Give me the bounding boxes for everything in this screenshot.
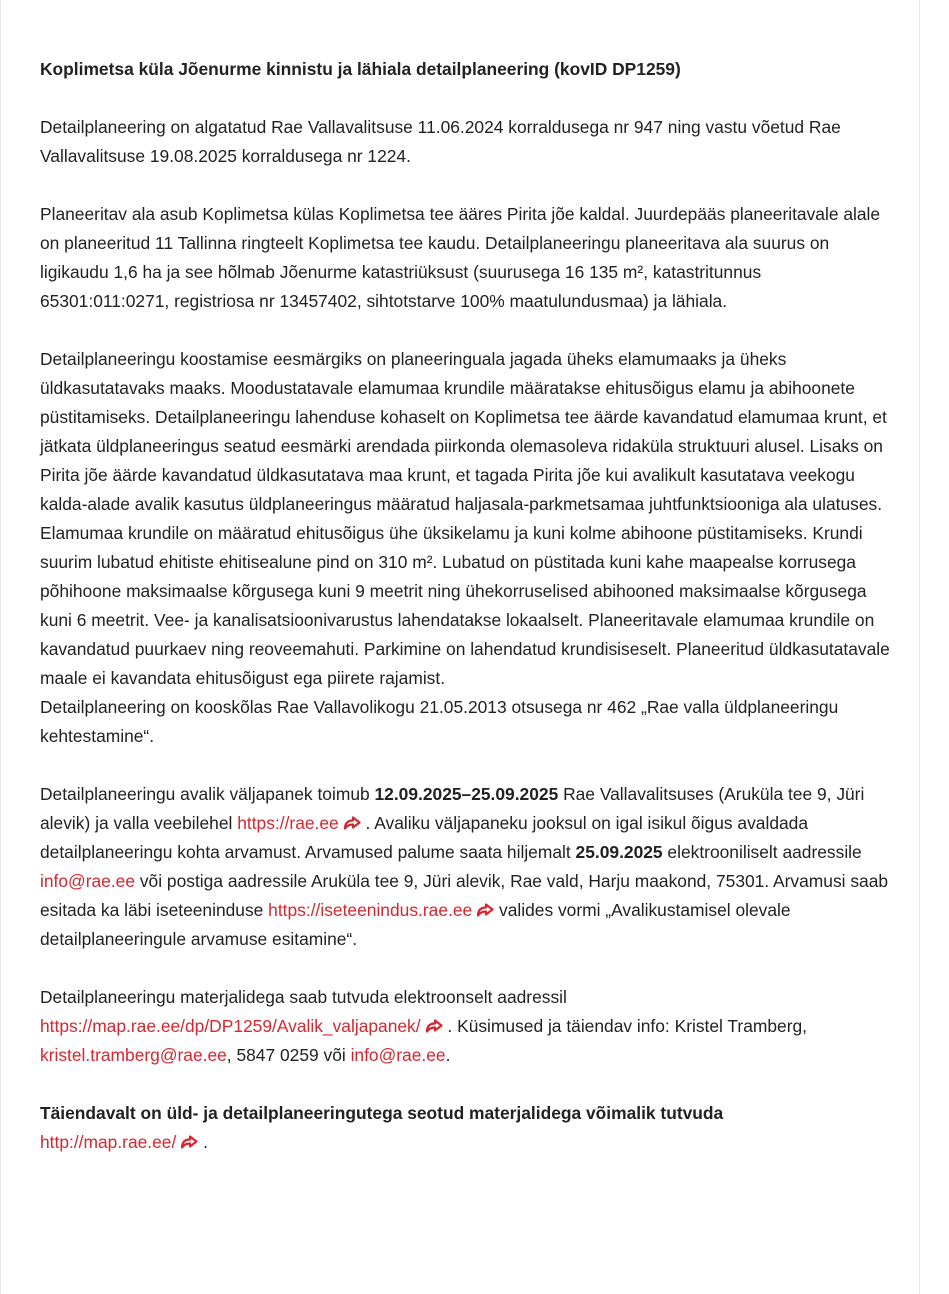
info-email-link[interactable]: info@rae.ee xyxy=(40,871,136,891)
share-arrow-icon[interactable] xyxy=(476,903,494,917)
iseteenindus-link[interactable]: https://iseteenindus.rae.ee xyxy=(268,900,473,920)
text: või postiga aadressile Aruküla tee 9, Jüri alevik, Rae vald, Harju maakond, 75301. Arvamusi saab esitada ka läbi iseteeninduse xyxy=(40,871,889,920)
deadline-date: 25.09.2025 xyxy=(575,842,663,862)
display-dates: 12.09.2025–25.09.2025 xyxy=(374,784,559,804)
map-link[interactable]: http://map.rae.ee/ xyxy=(40,1132,177,1152)
share-arrow-icon[interactable] xyxy=(425,1019,443,1033)
paragraph-compliance: Detailplaneering on kooskõlas Rae Vallavolikogu 21.05.2013 otsusega nr 462 „Rae valla üldplaneeringu kehtestamine“. xyxy=(40,697,839,746)
info-email-link[interactable]: info@rae.ee xyxy=(350,1045,446,1065)
text: Detailplaneeringu materjalidega saab tutvuda elektroonselt aadressil xyxy=(40,987,567,1007)
paragraph-purpose: Detailplaneeringu koostamise eesmärgiks on planeeringuala jagada üheks elamumaaks ja üheks üldkasutatavaks maaks. Moodustatavale elamumaa krundile määratakse ehitusõigus elamu ja abihoonete püstitamiseks. Detailplaneeringu lahenduse kohaselt on Koplimetsa tee äärde kavandatud elamumaa krunt, et jätkata üldplaneeringus seatud eesmärki arendada piirkonda olemasoleva ridaküla struktuuri alusel. Lisaks on Pirita jõe äärde kavandatud üldkasutatava maa krunt, et tagada Pirita jõe kui avalikult kasutatava veekogu kalda-alade avalik kasutus üldplaneeringus määratud haljasala-parkmetsamaa juhtfunktsiooniga ala ulatuses. Elamumaa krundile on määratud ehitusõigus ühe üksikelamu ja kuni kolme abihoone püstitamiseks. Krundi suurim lubatud ehitiste ehitisealune pind on 310 m². Lubatud on püstitada kuni kahe maapealse korrusega põhihoone maksimaalse kõrgusega kuni 9 meetrit ning ühekorruselised abihooned maksimaalse kõrgusega kuni 6 meetrit. Vee- ja kanalisatsioonivarustus lahendatakse lokaalselt. Planeeritavale elamumaa krundile on kavandatud puurkaev ning reoveemahuti. Parkimine on lahendatud krundisiseselt. Planeeritud üldkasutatavale maale ei kavandata ehitusõigust ega piirete rajamist. xyxy=(40,349,890,688)
text: Rae Vallavalitsuses (Aruküla tee 9, Jüri alevik) ja valla veebilehel xyxy=(40,784,865,833)
text: elektrooniliselt aadressile xyxy=(662,842,862,862)
paragraph-additional xyxy=(40,1099,890,1157)
paragraph-adoption: Detailplaneering on algatatud Rae Vallavalitsuse 11.06.2024 korraldusega nr 947 ning vastu võetud Rae Vallavalitsuse 19.08.2025 korraldusega nr 1224. xyxy=(40,117,841,166)
share-arrow-icon[interactable] xyxy=(343,816,361,830)
paragraph-location: Planeeritav ala asub Koplimetsa külas Koplimetsa tee ääres Pirita jõe kaldal. Juurdepääs planeeritavale alale on planeeritud 11 Tallinna ringteelt Koplimetsa tee kaudu. Detailplaneeringu planeeritava ala suurus on ligikaudu 1,6 ha ja see hõlmab Jõenurme katastriüksust (suurusega 16 135 m², katastritunnus 65301:011:0271, registriosa nr 13457402, sihtotstarve 100% maatulundusmaa) ja lähiala. xyxy=(40,204,881,311)
article-content xyxy=(40,55,890,1186)
text: valides vormi „Avalikustamisel olevale detailplaneeringule arvamuse esitamine“. xyxy=(40,900,791,949)
additional-text: Täiendavalt on üld- ja detailplaneeringutega seotud materjalidega võimalik tutvuda xyxy=(40,1103,724,1123)
text: . Küsimused ja täiendav info: Kristel Tramberg, xyxy=(442,1016,807,1036)
text: . xyxy=(198,1132,208,1152)
share-arrow-icon[interactable] xyxy=(180,1135,198,1149)
contact-email-link[interactable]: kristel.tramberg@rae.ee xyxy=(40,1045,227,1065)
text: . Avaliku väljapaneku jooksul on igal isikul õigus avaldada detailplaneeringu kohta arvamust. Arvamused palume saata hiljemalt xyxy=(40,813,809,862)
paragraph-materials xyxy=(40,983,890,1070)
text: Detailplaneeringu avalik väljapanek toimub xyxy=(40,784,375,804)
article-title: Koplimetsa küla Jõenurme kinnistu ja lähiala detailplaneering (kovID DP1259) xyxy=(40,59,681,79)
dp-materials-link[interactable]: https://map.rae.ee/dp/DP1259/Avalik_valjapanek/ xyxy=(40,1016,421,1036)
text: , 5847 0259 või xyxy=(226,1045,351,1065)
text: . xyxy=(445,1045,451,1065)
rae-website-link[interactable]: https://rae.ee xyxy=(237,813,339,833)
paragraph-public-display xyxy=(40,780,890,954)
